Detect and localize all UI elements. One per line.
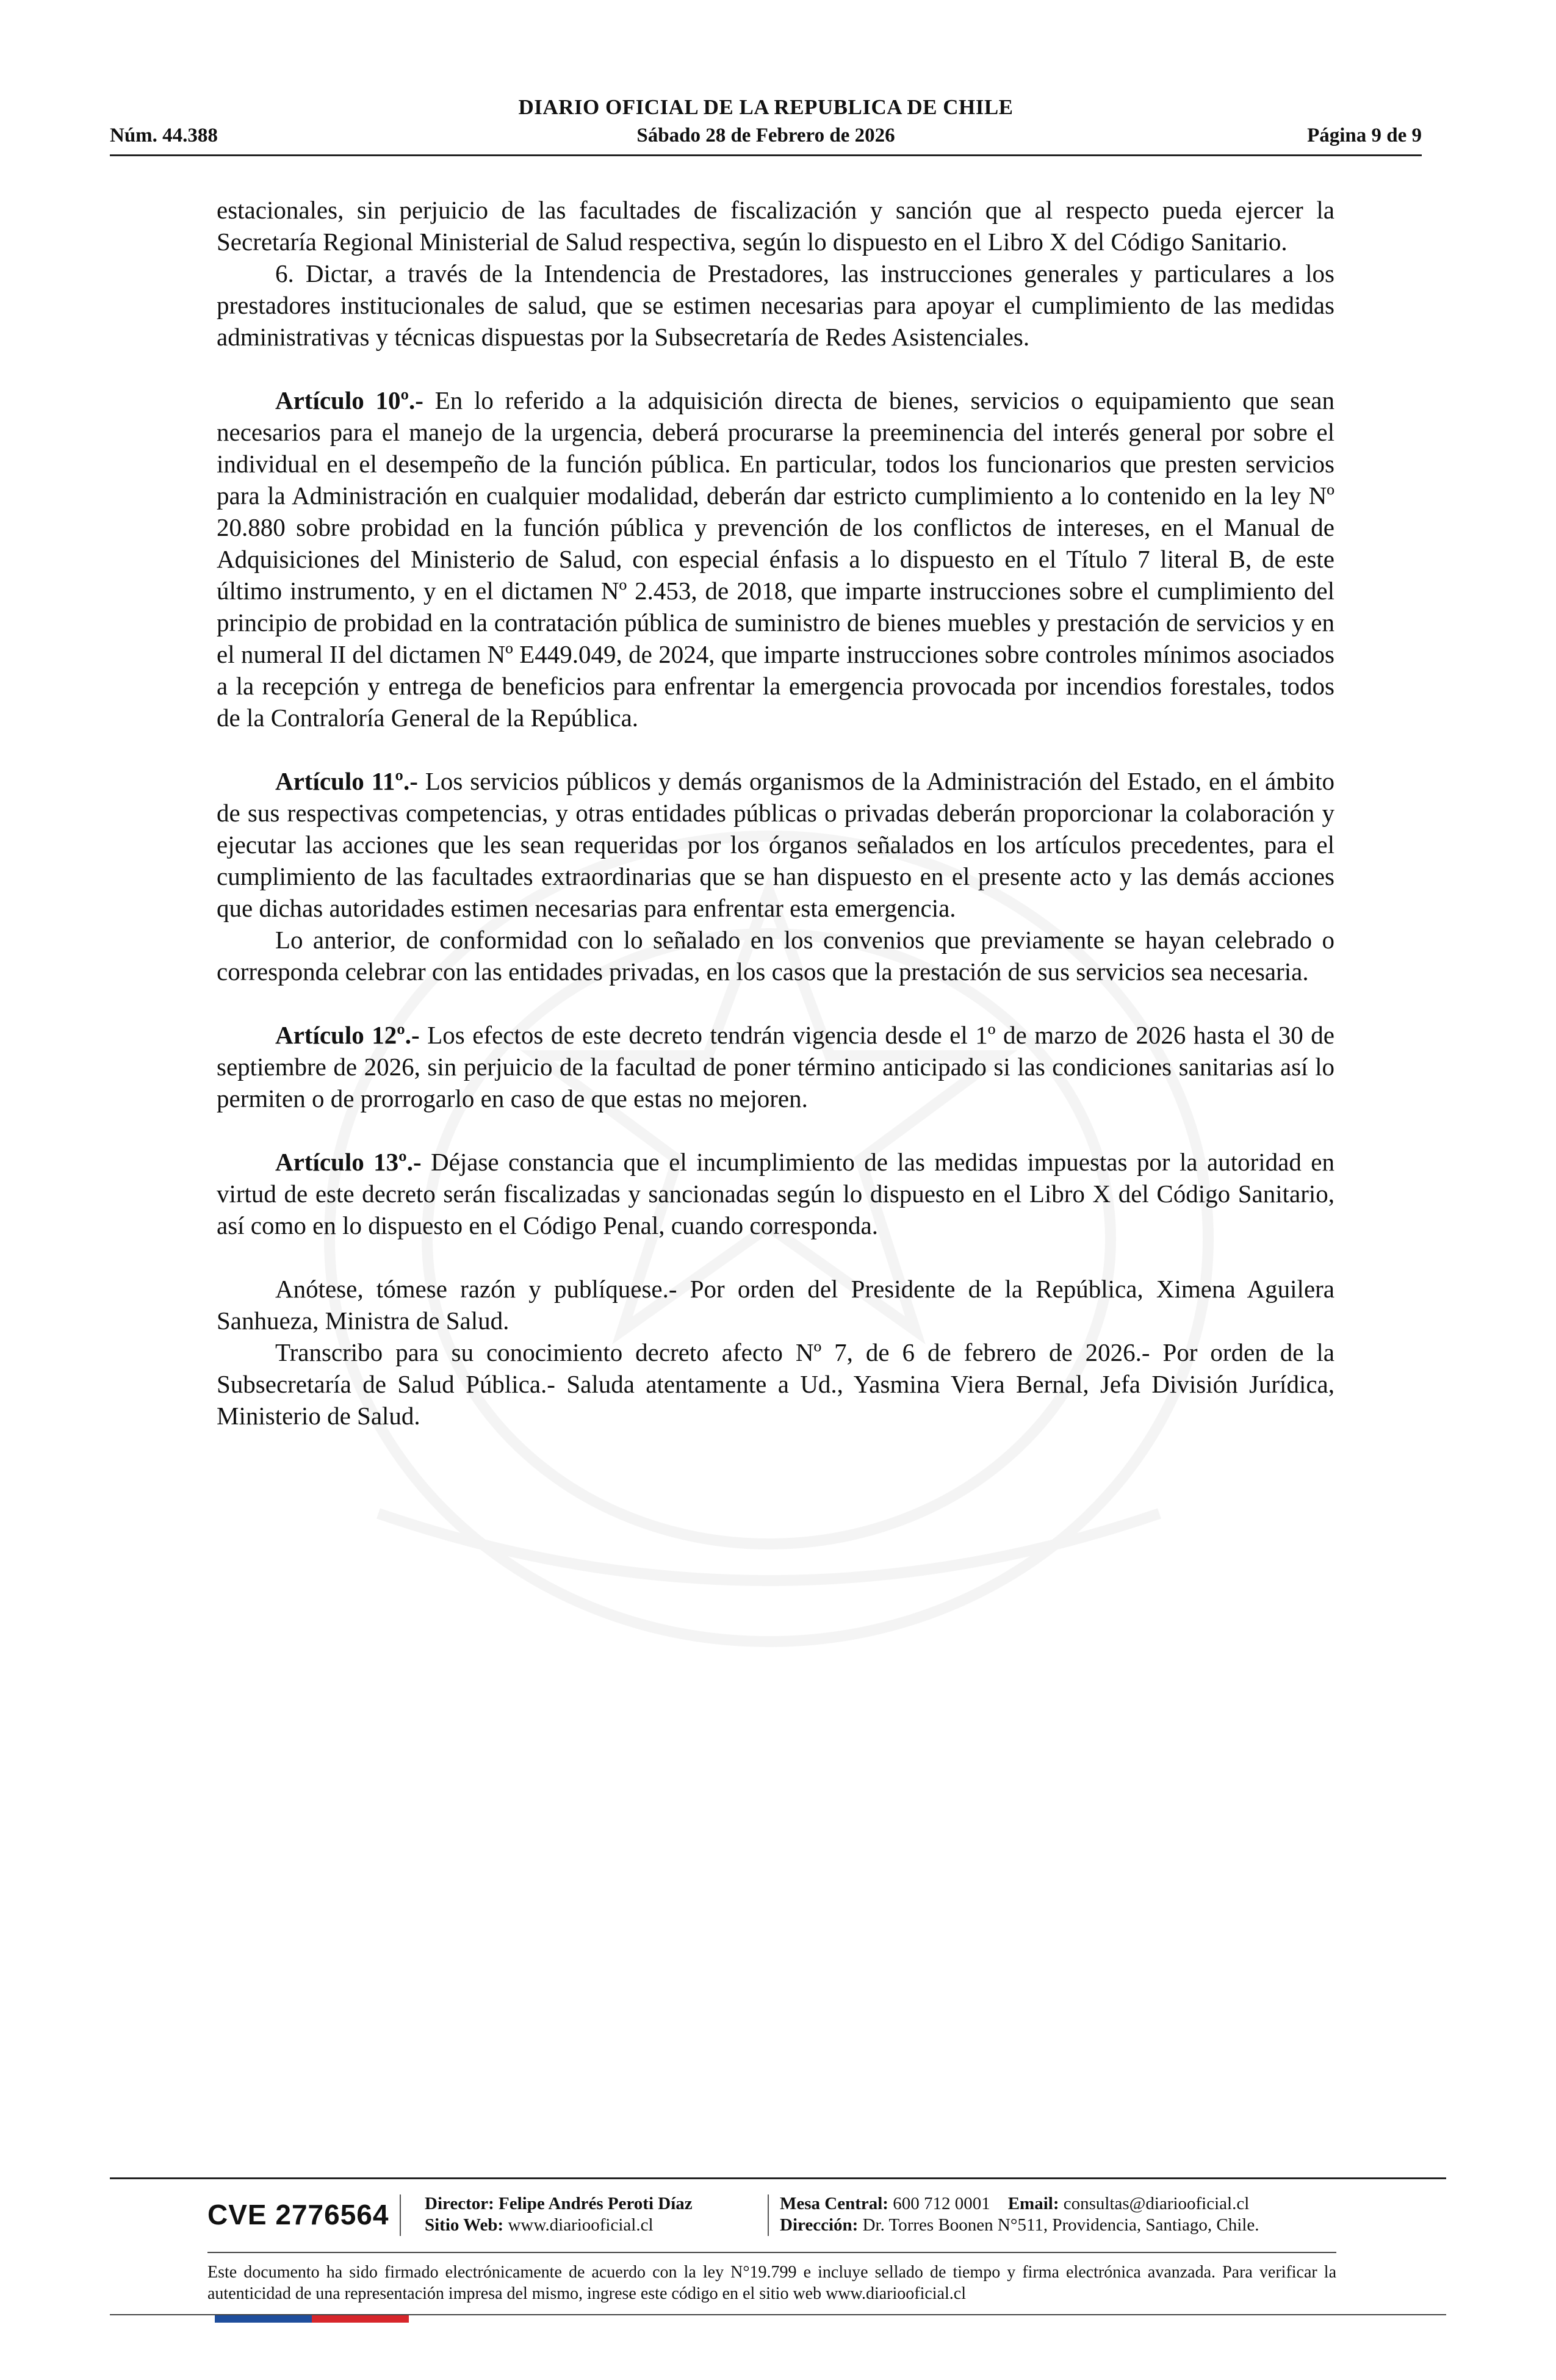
article-13 (217, 1146, 1334, 1241)
article-13-text: Déjase constancia que el incumplimiento de las medidas impuestas por la autoridad en virtud de este decreto serán fiscalizadas y sancionadas según lo dispuesto en el Libro X del Código Sanitario, así como en lo dispuesto en el Código Penal, cuando corresponda. (217, 1148, 1334, 1239)
article-11 (217, 765, 1334, 924)
website-label: Sitio Web: (425, 2215, 504, 2235)
paragraph-item-6: 6. Dictar, a través de la Intendencia de Prestadores, las instrucciones generales y particulares a los prestadores institucionales de salud, que se estimen necesarias para apoyar el cumplimiento de las medidas administrativas y técnicas dispuestas por la Subsecretaría de Redes Asistenciales. (217, 259, 1334, 351)
director-label: Director: (425, 2194, 494, 2213)
article-11-label: Artículo 11º.- (275, 767, 418, 795)
page-footer (110, 2177, 1446, 2330)
article-11-paragraph-2: Lo anterior, de conformidad con lo señalado en los convenios que previamente se hayan celebrado o corresponda celebrar con las entidades privadas, en los casos que la prestación de sus servicios sea necesaria. (217, 926, 1334, 986)
article-10-text: En lo referido a la adquisición directa de bienes, servicios o equipamiento que sean necesarios para el manejo de la urgencia, deberá procurarse la preeminencia del interés general por sobre el individual en el desempeño de la función pública. En particular, todos los funcionarios que presten servicios para la Administración en cualquier modalidad, deberán dar estricto cumplimiento a lo contenido en la ley Nº 20.880 sobre probidad en la función pública y prevención de los conflictos de intereses, en el Manual de Adquisiciones del Ministerio de Salud, con especial énfasis a lo dispuesto en el Título 7 literal B, de este último instrumento, y en el dictamen Nº 2.453, de 2018, que imparte instrucciones sobre el cumplimiento del principio de probidad en la contratación pública de suministro de bienes muebles y prestación de servicios y en el numeral II del dictamen Nº E449.049, de 2024, que imparte instrucciones sobre controles mínimos asociados a la recepción y entrega de beneficios para enfrentar la emergencia provocada por incendios forestales, todos de la Contraloría General de la República. (217, 386, 1334, 732)
closing-paragraph: Anótese, tómese razón y publíquese.- Por orden del Presidente de la República, Ximena Aguilera Sanhueza, Ministra de Salud. (217, 1275, 1334, 1335)
cve-code: CVE 2776564 (207, 2199, 389, 2230)
newspaper-title: DIARIO OFICIAL DE LA REPUBLICA DE CHILE (518, 95, 1014, 119)
page-header (110, 95, 1422, 157)
header-divider (110, 154, 1422, 156)
mesa-label: Mesa Central: (780, 2194, 888, 2213)
email-link[interactable]: consultas@diariooficial.cl (1063, 2194, 1250, 2213)
article-12-text: Los efectos de este decreto tendrán vigencia desde el 1º de marzo de 2026 hasta el 30 de septiembre de 2026, sin perjuicio de la facultad de poner término anticipado si las condiciones sanitarias así lo permiten o de prorrogarlo en caso de que estas no mejoren. (217, 1021, 1334, 1112)
article-13-label: Artículo 13º.- (275, 1148, 422, 1176)
director-name: Felipe Andrés Peroti Díaz (499, 2194, 693, 2213)
document-body (217, 194, 1334, 1432)
director-line (425, 2193, 693, 2215)
article-12 (217, 1019, 1334, 1114)
flag-red-segment (312, 2315, 409, 2323)
footer-director-column (425, 2193, 693, 2236)
address-value: Dr. Torres Boonen N°511, Providencia, Santiago, Chile. (862, 2215, 1259, 2235)
article-10-label: Artículo 10º.- (275, 386, 423, 414)
contact-line (780, 2193, 1259, 2215)
page-number: Página 9 de 9 (1307, 124, 1422, 146)
legal-notice: Este documento ha sido firmado electrónicamente de acuerdo con la ley N°19.799 e incluye sellado de tiempo y firma electrónica avanzada. Para verificar la autenticidad de una representación impresa del mismo, ingrese este código en el sitio web www.diariooficial.cl (207, 2263, 1336, 2303)
flag-blue-segment (215, 2315, 312, 2323)
website-link[interactable]: www.diariooficial.cl (508, 2215, 654, 2235)
email-label: Email: (1007, 2194, 1059, 2213)
flag-stripe-icon (215, 2315, 409, 2323)
footer-middle-divider (207, 2252, 1336, 2253)
footer-top-divider (110, 2177, 1446, 2179)
mesa-phone: 600 712 0001 (893, 2194, 990, 2213)
header-meta-row (110, 123, 1422, 148)
article-11-text: Los servicios públicos y demás organismos de la Administración del Estado, en el ámbito de sus respectivas competencias, y otras entidades públicas o privadas deberán proporcionar la colaboración y ejecutar las acciones que les sean requeridas por los órganos señalados en los artículos precedentes, para el cumplimiento de las facultades extraordinarias que se han dispuesto en el presente acto y las demás acciones que dichas autoridades estimen necesarias para enfrentar esta emergencia. (217, 767, 1335, 922)
website-line (425, 2215, 693, 2236)
footer-contact-column (780, 2193, 1259, 2236)
address-label: Dirección: (780, 2215, 859, 2235)
address-line (780, 2215, 1259, 2236)
paragraph-continuation: estacionales, sin perjuicio de las facultades de fiscalización y sanción que al respecto pueda ejercer la Secretaría Regional Ministerial de Salud respectiva, según lo dispuesto en el Libro X del Código Sanitario. (217, 196, 1334, 256)
issue-date: Sábado 28 de Febrero de 2026 (636, 124, 895, 146)
issue-number: Núm. 44.388 (110, 124, 218, 146)
article-12-label: Artículo 12º.- (275, 1021, 420, 1049)
article-10 (217, 384, 1334, 734)
footer-separator (768, 2194, 769, 2236)
transcription-paragraph: Transcribo para su conocimiento decreto afecto Nº 7, de 6 de febrero de 2026.- Por orden de la Subsecretaría de Salud Pública.- Saluda atentamente a Ud., Yasmina Viera Bernal, Jefa División Jurídica, Ministerio de Salud. (217, 1338, 1334, 1430)
footer-separator (400, 2194, 401, 2236)
